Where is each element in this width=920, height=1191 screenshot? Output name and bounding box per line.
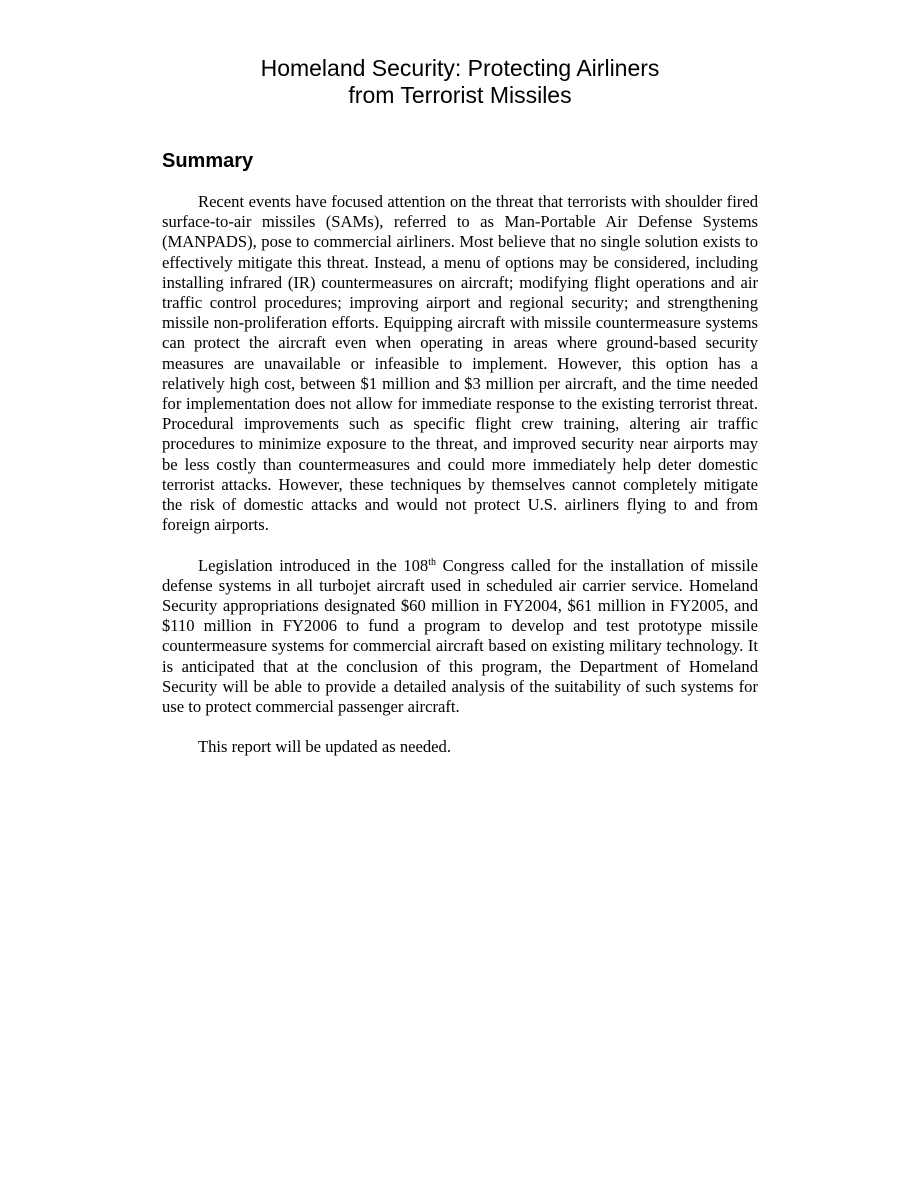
summary-paragraph-3: This report will be updated as needed. xyxy=(198,737,451,757)
summary-heading: Summary xyxy=(162,150,254,172)
paragraph-2-text-start: Legislation introduced in the 108 xyxy=(198,555,429,575)
title-line-1: Homeland Security: Protecting Airliners xyxy=(260,55,660,81)
document-title xyxy=(160,55,760,109)
summary-paragraph-2 xyxy=(162,556,758,718)
title-line-2: from Terrorist Missiles xyxy=(348,82,572,108)
summary-paragraph-1: Recent events have focused attention on the threat that terrorists with shoulder fired surface-to-air missiles (SAMs), referred to as Man-Portable Air Defense Systems (MANPADS), pose to commercial airliners. Most believe that no single solution exists to effectively mitigate this threat. Instead, a menu of options may be considered, including installing infrared (IR) countermeasures on aircraft; modifying flight operations and air traffic control procedures; improving airport and regional security; and strengthening missile non-proliferation efforts. Equipping aircraft with missile countermeasure systems can protect the aircraft even when operating in areas where ground-based security measures are unavailable or infeasible to implement. However, this option has a relatively high cost, between $1 million and $3 million per aircraft, and the time needed for implementation does not allow for immediate response to the existing terrorist threat. Procedural improvements such as specific flight crew training, altering air traffic procedures to minimize exposure to the threat, and improved security near airports may be less costly than countermeasures and could more immediately help deter domestic terrorist attacks. However, these techniques by themselves cannot completely mitigate the risk of domestic attacks and would not protect U.S. airliners flying to and from foreign airports. xyxy=(162,192,758,535)
summary-body xyxy=(162,192,758,778)
paragraph-2-text-end: Congress called for the installation of missile defense systems in all turbojet aircraft used in scheduled air carrier service. Homeland Security appropriations designated $60 million in FY2004, $61 million in FY2005, and $110 million in FY2006 to fund a program to develop and test prototype missile countermeasure systems for commercial aircraft based on existing military technology. It is anticipated that at the conclusion of this program, the Department of Homeland Security will be able to provide a detailed analysis of the suitability of such systems for use to protect commercial passenger aircraft. xyxy=(162,555,758,717)
ordinal-suffix: th xyxy=(428,556,436,568)
